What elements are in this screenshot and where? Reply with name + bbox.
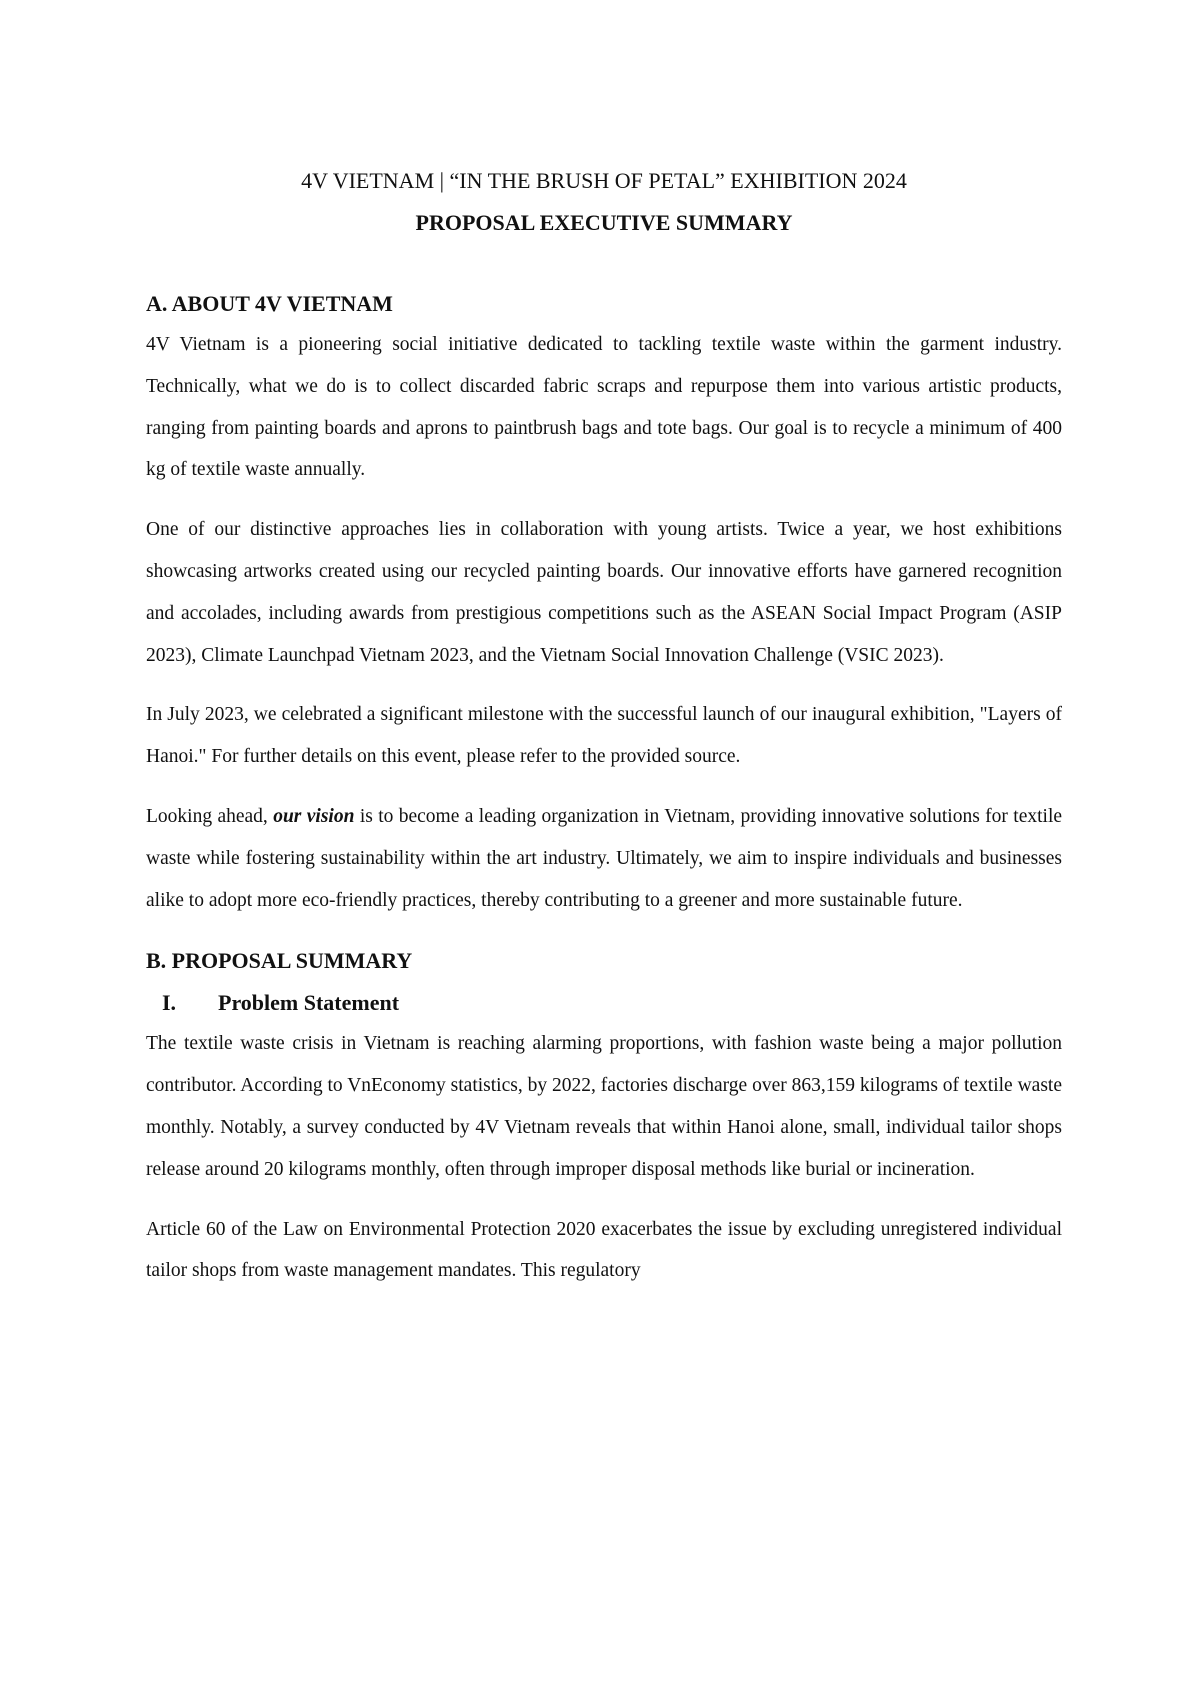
vision-rest-text: is to become a leading organization in Vietnam, providing innovative solutions for textile waste while fostering sustainability within the art industry. Ultimately, we aim to inspire individuals and businesses alike to adopt more eco-friendly practices, thereby contributing to a greener and more sustainable future.: [146, 805, 1063, 911]
subsection-number: I.: [162, 990, 177, 1016]
section-a-paragraph-3: In July 2023, we celebrated a significant milestone with the successful launch of our inaugural exhibition, "Layers of Hanoi." For further details on this event, please refer to the provided source.: [146, 704, 1062, 768]
section-b-heading: B. PROPOSAL SUMMARY: [146, 948, 413, 974]
section-a-paragraph-2: One of our distinctive approaches lies in collaboration with young artists. Twice a year, we host exhibitions showcasing artworks created using our recycled painting boards. Our innovative efforts have garnered recognition and accolades, including awards from prestigious competitions such as the ASEAN Social Impact Program (ASIP 2023), Climate Launchpad Vietnam 2023, and the Vietnam Social Innovation Challenge (VSIC 2023).: [146, 519, 1062, 666]
vision-emphasis: our vision: [273, 805, 355, 827]
document-page: [146, 160, 1062, 1310]
section-a-heading: A. ABOUT 4V VIETNAM: [146, 291, 393, 316]
vision-lead-text: Looking ahead,: [146, 805, 274, 827]
section-a-paragraph-1: 4V Vietnam is a pioneering social initiative dedicated to tackling textile waste within the garment industry. Technically, what we do is to collect discarded fabric scraps and repurpose them into various artistic products, ranging from painting boards and aprons to paintbrush bags and tote bags. Our goal is to recycle a minimum of 400 kg of textile waste annually.: [146, 334, 1062, 481]
subsection-title: Problem Statement: [218, 990, 400, 1016]
section-a-paragraph-4: [146, 796, 1062, 921]
document-subtitle: PROPOSAL EXECUTIVE SUMMARY: [415, 210, 793, 235]
section-b-paragraph-1: The textile waste crisis in Vietnam is reaching alarming proportions, with fashion waste being a major pollution contributor. According to VnEconomy statistics, by 2022, factories discharge over 863,159 kilograms of textile waste monthly. Notably, a survey conducted by 4V Vietnam reveals that within Hanoi alone, small, individual tailor shops release around 20 kilograms monthly, often through improper disposal methods like burial or incineration.: [146, 1033, 1062, 1180]
problem-statement-heading: [146, 983, 1062, 1023]
document-title: 4V VIETNAM | “IN THE BRUSH OF PETAL” EXHIBITION 2024: [301, 168, 907, 193]
section-b-paragraph-2: Article 60 of the Law on Environmental Protection 2020 exacerbates the issue by excluding unregistered individual tailor shops from waste management mandates. This regulatory: [146, 1218, 1062, 1282]
